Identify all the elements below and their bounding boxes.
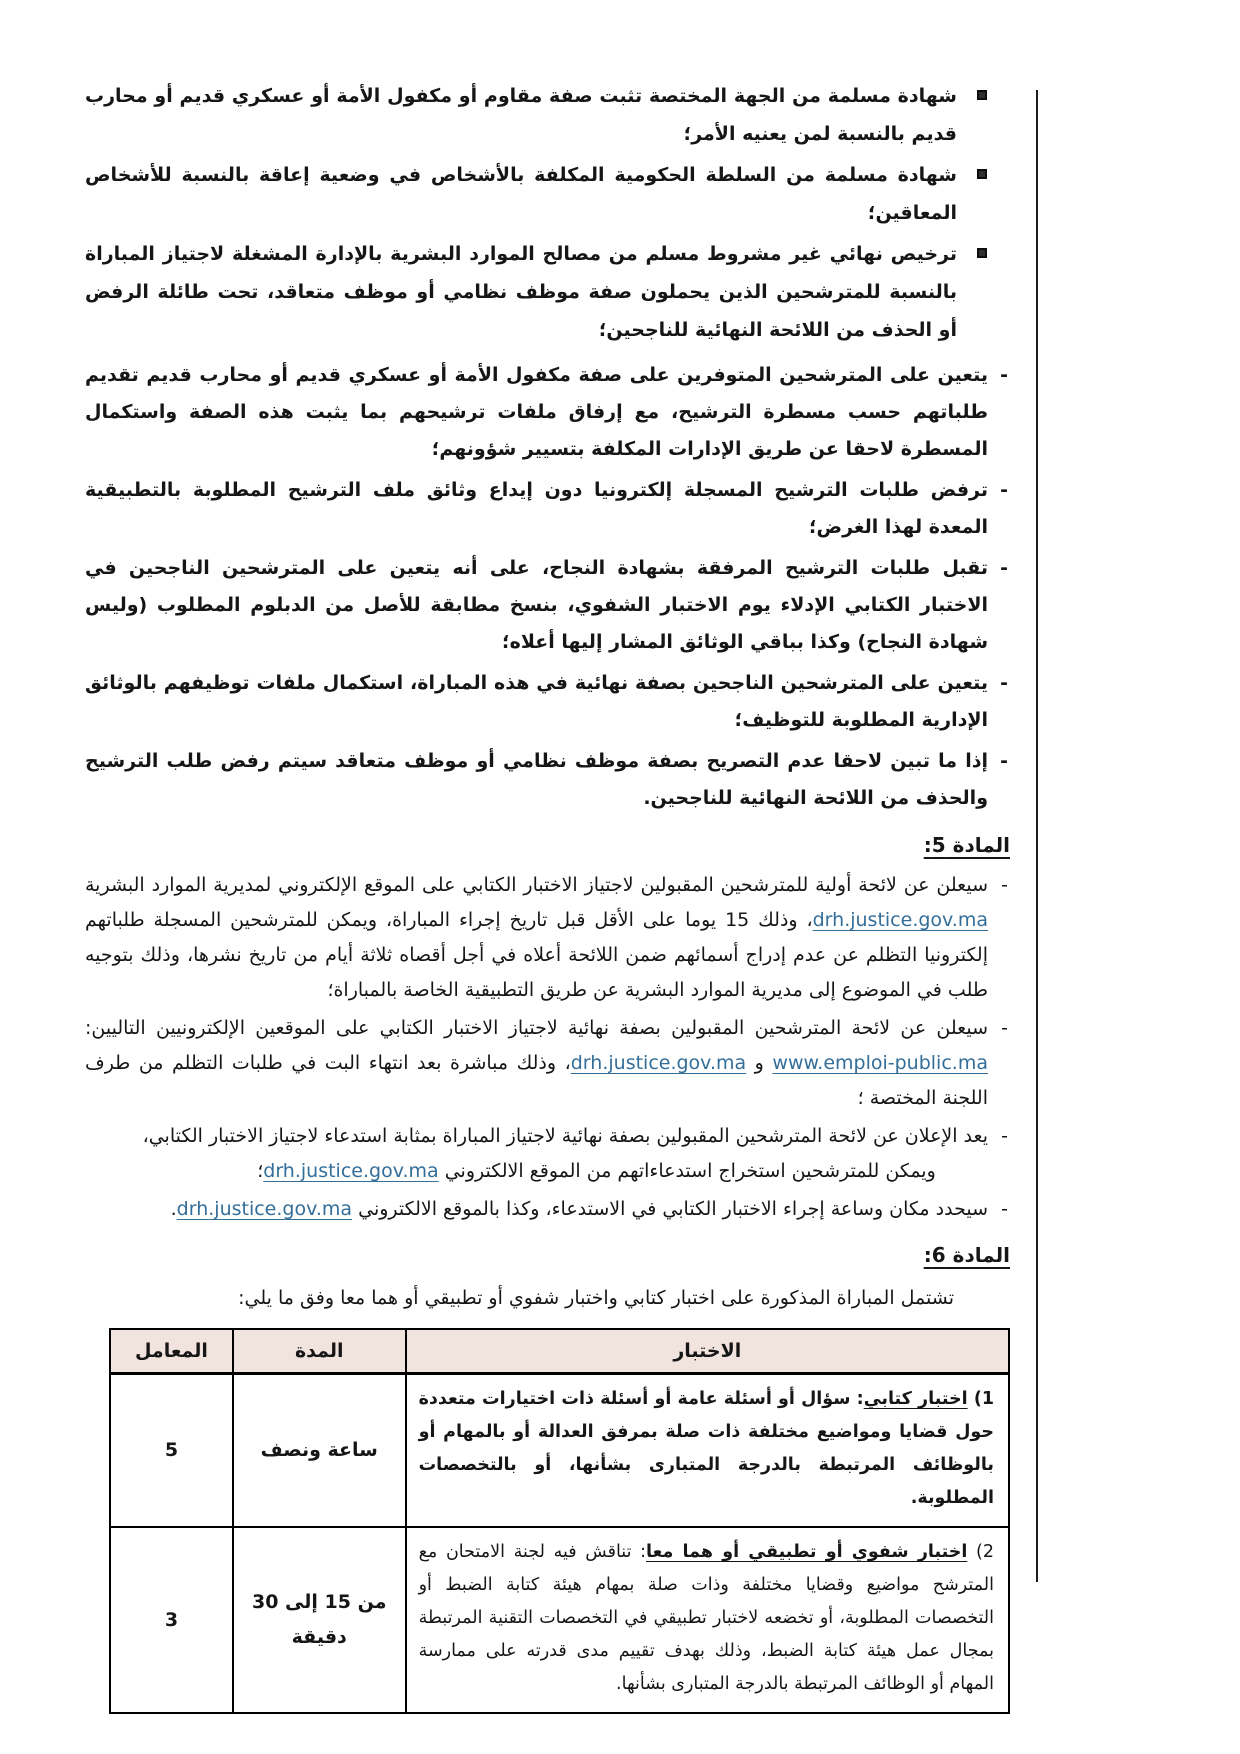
list-item [85, 550, 1010, 661]
exam-description-cell [406, 1374, 1009, 1528]
dash-marker: - [1001, 1017, 1008, 1039]
dash-marker: - [1000, 364, 1008, 386]
site-link[interactable]: drh.justice.gov.ma [263, 1160, 439, 1182]
list-item [85, 1119, 1010, 1189]
article6-intro: تشتمل المباراة المذكورة على اختبار كتابي واختبار شفوي أو تطبيقي أو هما معا وفق ما يلي: [238, 1287, 954, 1309]
site-link[interactable]: drh.justice.gov.ma [570, 1052, 747, 1074]
column-header-duration: المدة [233, 1329, 406, 1374]
list-item [85, 77, 1010, 153]
exam-description-cell [406, 1527, 1009, 1713]
note-text: يتعين على المترشحين الناجحين بصفة نهائية في هذه المباراة، استكمال ملفات توظيفهم بالوثائق الإدارية المطلوبة للتوظيف؛ [85, 672, 988, 731]
column-header-coefficient: المعامل [110, 1329, 233, 1374]
note-text: ترفض طلبات الترشيح المسجلة إلكترونيا دون إيداع وثائق ملف الترشيح المطلوبة بالتطبيقية المعدة لهذا الغرض؛ [85, 479, 988, 538]
duration-cell [233, 1374, 406, 1528]
duration-cell [233, 1527, 406, 1713]
list-item [85, 156, 1010, 232]
dash-marker: - [1001, 874, 1008, 896]
cell-line: دقيقة [291, 1626, 347, 1648]
cell-line: ساعة ونصف [260, 1439, 378, 1461]
column-header-exam: الاختبار [406, 1329, 1009, 1374]
dash-marker: - [1001, 1198, 1008, 1220]
article5-text: سيعلن عن لائحة المترشحين المقبولين بصفة نهائية لاجتياز الاختبار الكتابي على الموقعين الإلكترونيين التاليين: www.emploi-public.ma و drh.justice.gov.ma، وذلك مباشرة بعد انتهاء البت في طلبات التظلم من طرف اللجنة المختصة ؛ [85, 1017, 988, 1109]
site-link[interactable]: www.emploi-public.ma [772, 1052, 988, 1074]
list-item [85, 472, 1010, 546]
certificate-text: شهادة مسلمة من الجهة المختصة تثبت صفة مقاوم أو مكفول الأمة أو عسكري قديم أو محارب قديم بالنسبة لمن يعنيه الأمر؛ [85, 85, 957, 145]
list-item [85, 743, 1010, 817]
table-row [110, 1527, 1009, 1713]
square-bullet-icon [977, 90, 987, 100]
list-item [85, 665, 1010, 739]
article5-text: سيحدد مكان وساعة إجراء الاختبار الكتابي في الاستدعاء، وكذا بالموقع الالكتروني drh.justice.gov.ma. [170, 1198, 988, 1220]
dash-marker: - [1001, 1125, 1008, 1147]
list-item [85, 1011, 1010, 1116]
note-text: تقبل طلبات الترشيح المرفقة بشهادة النجاح، على أنه يتعين على المترشحين الناجحين في الاختبار الكتابي الإدلاء يوم الاختبار الشفوي، بنسخ مطابقة للأصل من الدبلوم المطلوب (وليس شهادة النجاح) وكذا بباقي الوثائق المشار إليها أعلاه؛ [85, 557, 988, 653]
square-bullet-icon [977, 248, 987, 258]
table-header-row [110, 1329, 1009, 1374]
dash-marker: - [1000, 479, 1008, 501]
list-item [85, 235, 1010, 349]
coefficient-cell: 5 [110, 1374, 233, 1528]
article5-text: يعد الإعلان عن لائحة المترشحين المقبولين بصفة نهائية لاجتياز المباراة بمثابة استدعاء لاجتياز الاختبار الكتابي، [142, 1125, 988, 1147]
list-item [85, 1192, 1010, 1227]
exam-number: 1) [967, 1389, 994, 1409]
dash-marker: - [1000, 750, 1008, 772]
exam-table [109, 1328, 1010, 1714]
cell-line: من 15 إلى 30 [251, 1591, 387, 1613]
dash-marker: - [1000, 672, 1008, 694]
certificate-text: شهادة مسلمة من السلطة الحكومية المكلفة بالأشخاص في وضعية إعاقة بالنسبة للأشخاص المعاقين؛ [85, 164, 957, 224]
exam-number: 2) [967, 1542, 995, 1562]
page-margin-line [1036, 90, 1038, 1582]
procedure-notes-list [85, 357, 1010, 817]
coefficient-cell: 3 [110, 1527, 233, 1713]
site-link[interactable]: drh.justice.gov.ma [812, 909, 988, 931]
exam-title: اختبار شفوي أو تطبيقي أو هما معا [646, 1542, 968, 1562]
exam-title: اختبار كتابي [863, 1389, 968, 1409]
note-text: إذا ما تبين لاحقا عدم التصريح بصفة موظف نظامي أو موظف متعاقد سيتم رفض طلب الترشيح والحذف من اللائحة النهائية للناجحين. [85, 750, 988, 809]
square-bullet-icon [977, 169, 987, 179]
article6-heading: المادة 6: [923, 1243, 1010, 1267]
exam-body: : سؤال أو أسئلة عامة أو أسئلة ذات اختيارات متعددة حول قضايا ومواضيع مختلفة ذات صلة بمرفق العدالة أو بالمهام أو بالوظائف المرتبطة بالدرجة المتبارى بشأنها، أو بالتخصصات المطلوبة. [418, 1389, 994, 1508]
certificate-text: ترخيص نهائي غير مشروط مسلم من مصالح الموارد البشرية بالإدارة المشغلة لاجتياز المباراة بالنسبة للمترشحين الذين يحملون صفة موظف نظامي أو موظف متعاقد، تحت طائلة الرفض أو الحذف من اللائحة النهائية للناجحين؛ [85, 243, 957, 341]
article5-heading: المادة 5: [923, 833, 1010, 857]
article5-text: سيعلن عن لائحة أولية للمترشحين المقبولين لاجتياز الاختبار الكتابي على الموقع الإلكتروني لمديرية الموارد البشرية drh.justice.gov.ma، وذلك 15 يوما على الأقل قبل تاريخ إجراء المباراة، ويمكن للمترشحين المسجلة طلباتهم إلكترونيا التظلم عن عدم إدراج أسمائهم ضمن اللائحة أعلاه في أجل أقصاه ثلاثة أيام من تاريخ نشرها، وذلك بتوجيه طلب في الموضوع إلى مديرية الموارد البشرية عن طريق التطبيقية الخاصة بالمباراة؛ [85, 874, 988, 1001]
list-item [85, 868, 1010, 1008]
article5-items [85, 868, 1010, 1227]
article5-text-continued: ويمكن للمترشحين استخراج استدعاءاتهم من الموقع الالكتروني drh.justice.gov.ma؛ [257, 1160, 936, 1182]
note-text: يتعين على المترشحين المتوفرين على صفة مكفول الأمة أو عسكري قديم أو محارب قديم تقديم طلباتهم حسب مسطرة الترشيح، مع إرفاق ملفات ترشيحهم بما يثبت هذه الصفة واستكمال المسطرة لاحقا عن طريق الإدارات المكلفة بتسيير شؤونهم؛ [85, 364, 988, 460]
document-content [85, 74, 1010, 1714]
exam-body: : تناقش فيه لجنة الامتحان مع المترشح مواضيع وقضايا مختلفة وذات صلة بمهام هيئة كتابة الضبط أو التخصصات المطلوبة، أو تخضعه لاختبار تطبيقي في التخصصات التقنية المرتبطة بمجال عمل هيئة كتابة الضبط، وذلك بهدف تقييم مدى قدرته على ممارسة المهام أو الوظائف المرتبطة بالدرجة المتبارى بشأنها. [418, 1542, 994, 1694]
site-link[interactable]: drh.justice.gov.ma [176, 1198, 353, 1220]
certificates-list [85, 77, 1010, 349]
table-row [110, 1374, 1009, 1528]
list-item [85, 357, 1010, 468]
dash-marker: - [1000, 557, 1008, 579]
